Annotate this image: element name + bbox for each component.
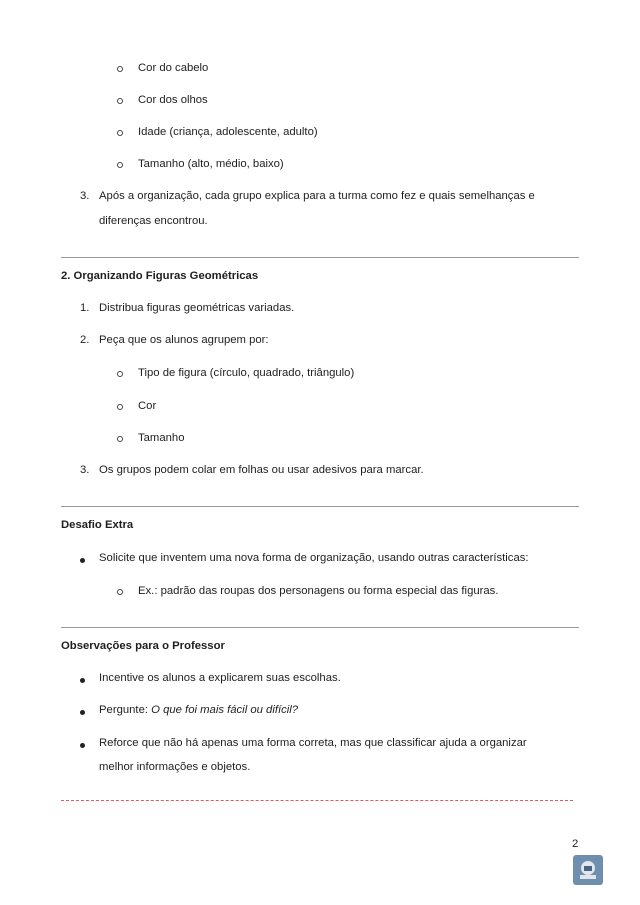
bullet-text (99, 704, 298, 716)
step-number: 1. (80, 302, 90, 314)
list-item: Cor do cabelo (138, 62, 209, 74)
bullet-icon (80, 743, 85, 748)
hollow-bullet-icon (117, 404, 123, 410)
hollow-bullet-icon (117, 589, 123, 595)
list-item: Idade (criança, adolescente, adulto) (138, 126, 318, 138)
section-title: Desafio Extra (61, 519, 134, 531)
step-text: Os grupos podem colar em folhas ou usar adesivos para marcar. (99, 464, 424, 476)
bullet-text: Solicite que inventem uma nova forma de organização, usando outras características: (99, 552, 529, 564)
list-item: Tamanho (138, 432, 185, 444)
step-text: Peça que os alunos agrupem por: (99, 334, 269, 346)
bullet-icon (80, 558, 85, 563)
hollow-bullet-icon (117, 66, 123, 72)
bullet-text: Reforce que não há apenas uma forma correta, mas que classificar ajuda a organizar (99, 737, 527, 749)
section-title: Observações para o Professor (61, 640, 225, 652)
section-title: 2. Organizando Figuras Geométricas (61, 270, 259, 282)
step-text-continued: diferenças encontrou. (99, 215, 208, 227)
step-text: Após a organização, cada grupo explica para a turma como fez e quais semelhanças e (99, 190, 535, 202)
hollow-bullet-icon (117, 98, 123, 104)
list-item: Ex.: padrão das roupas dos personagens ou forma especial das figuras. (138, 585, 499, 597)
bullet-text: Incentive os alunos a explicarem suas escolhas. (99, 672, 341, 684)
hollow-bullet-icon (117, 371, 123, 377)
hollow-bullet-icon (117, 162, 123, 168)
step-text: Distribua figuras geométricas variadas. (99, 302, 295, 314)
divider (61, 257, 579, 258)
question-prefix: Pergunte: (99, 704, 152, 716)
red-dashed-divider (61, 800, 573, 801)
school-logo-icon (573, 855, 603, 885)
list-item: Cor (138, 400, 157, 412)
hollow-bullet-icon (117, 130, 123, 136)
list-item: Tipo de figura (círculo, quadrado, triângulo) (138, 367, 355, 379)
bullet-icon (80, 678, 85, 683)
question-italic: O que foi mais fácil ou difícil? (151, 704, 299, 716)
list-item: Tamanho (alto, médio, baixo) (138, 158, 284, 170)
step-number: 3. (80, 190, 90, 202)
divider (61, 506, 579, 507)
list-item: Cor dos olhos (138, 94, 208, 106)
step-number: 3. (80, 464, 90, 476)
hollow-bullet-icon (117, 436, 123, 442)
school-logo-graphic (573, 855, 603, 885)
bullet-icon (80, 710, 85, 715)
bullet-text-continued: melhor informações e objetos. (99, 761, 251, 773)
step-number: 2. (80, 334, 90, 346)
page-number: 2 (572, 838, 579, 850)
divider (61, 627, 579, 628)
